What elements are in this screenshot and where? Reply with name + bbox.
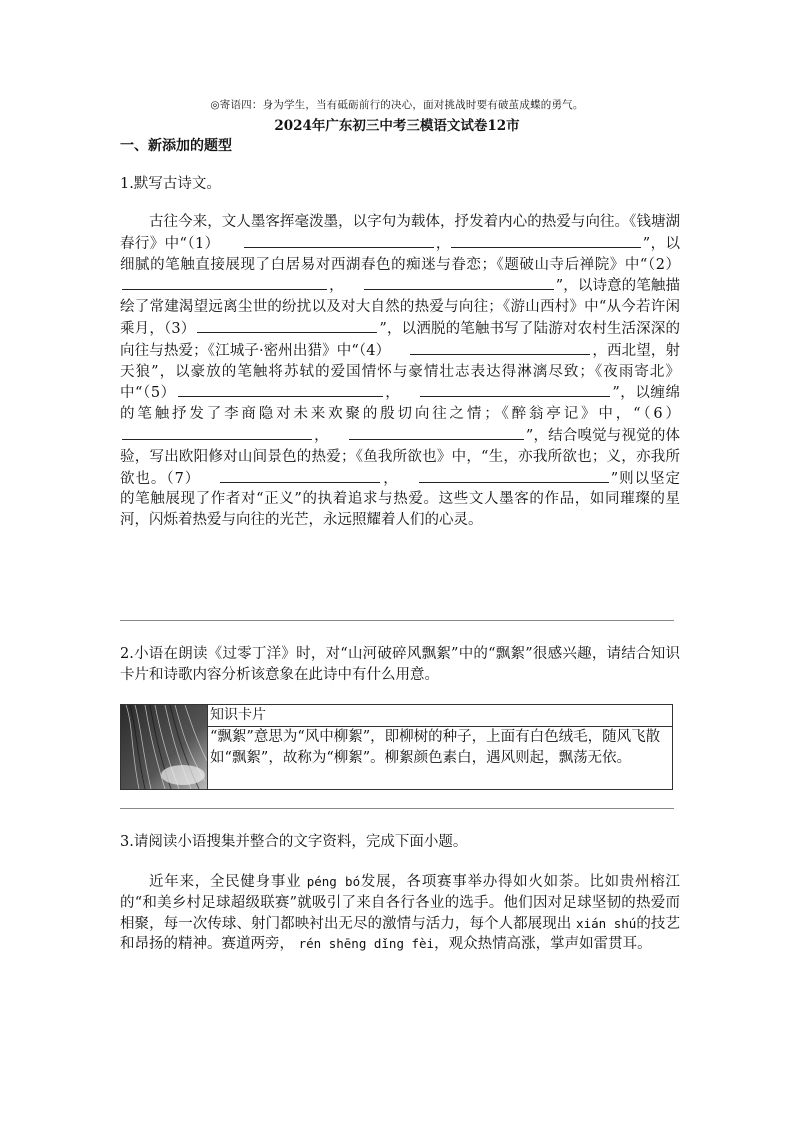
divider bbox=[120, 620, 674, 621]
q1-text: ”，以缠绵的笔触抒发了李商隐对未来欢聚的殷切向往之情；《醉翁亭记》中，“（6） bbox=[120, 385, 680, 423]
answer-blank-7a[interactable] bbox=[220, 468, 380, 483]
q1-text: ，西北望，射天狼”，以豪放的笔触将苏轼的爱国情怀与豪情壮志表达得淋漓尽致；《夜雨寄北》中“（5） bbox=[120, 342, 681, 402]
q1-text: ”，以洒脱的笔触书写了陆游对农村生活深深的向往与热爱；《江城子·密州出猎》中“（4） bbox=[120, 320, 680, 359]
answer-blank-3[interactable] bbox=[197, 318, 377, 333]
q2-heading bbox=[120, 644, 680, 686]
q1-passage bbox=[120, 212, 680, 531]
card-title: 知识卡片 bbox=[208, 705, 672, 727]
answer-blank-2a[interactable] bbox=[122, 275, 327, 290]
q1-text: 古往今来，文人墨客挥毫泼墨，以字句为载体，抒发着内心的热爱与向往。《钱塘湖春行》中“（1） bbox=[120, 214, 680, 252]
q3-text: 的技艺和昂扬的精神。赛道两旁， bbox=[120, 915, 680, 953]
q1-heading: 1.默写古诗文。 bbox=[120, 176, 221, 192]
knowledge-card bbox=[120, 704, 673, 790]
q3-heading: 3.请阅读小语搜集并整合的文字资料，完成下面小题。 bbox=[120, 834, 468, 850]
willow-image bbox=[121, 705, 207, 789]
answer-blank-5b[interactable] bbox=[420, 382, 610, 397]
q1-text: ”，以细腻的笔触直接展现了白居易对西湖春色的痴迷与眷恋；《题破山寺后禅院》中“（2） bbox=[120, 235, 680, 273]
pinyin: rén shēng dǐng fèi bbox=[298, 936, 435, 952]
q3-text: ，观众热情高涨，掌声如雷贯耳。 bbox=[434, 936, 652, 953]
pinyin: xián shú bbox=[576, 915, 637, 931]
q1-text: ， bbox=[435, 235, 451, 252]
divider bbox=[120, 808, 674, 809]
q1-text: ”则以坚定的笔触展现了作者对“正义”的执着追求与热爱。这些文人墨客的作品，如同璀璨的星河，闪烁着热爱与向往的光芒，永远照耀着人们的心灵。 bbox=[120, 470, 680, 529]
answer-blank-6a[interactable] bbox=[122, 425, 312, 440]
answer-blank-7b[interactable] bbox=[419, 468, 609, 483]
answer-blank-1b[interactable] bbox=[451, 233, 641, 248]
q1-text: ”，以诗意的笔触描绘了常建渴望远离尘世的纷扰以及对大自然的热爱与向往；《游山西村》中“从今若许闲乘月，（3） bbox=[120, 278, 680, 337]
motto: ◎寄语四：身为学生，当有砥砺前行的决心，面对挑战时要有破茧成蝶的勇气。 bbox=[210, 99, 584, 111]
answer-blank-5a[interactable] bbox=[178, 382, 383, 397]
answer-blank-6b[interactable] bbox=[349, 425, 524, 440]
q1-text: ， bbox=[329, 278, 344, 295]
card-body bbox=[208, 705, 672, 789]
answer-blank-4[interactable] bbox=[410, 340, 590, 355]
page-title: 2024年广东初三中考三模语文试卷12市 bbox=[274, 118, 520, 134]
card-text: “飘絮”意思为“风中柳絮”，即柳树的种子，上面有白色绒毛，随风飞散如“飘絮”，故称为“柳絮”。柳絮颜色素白，遇风则起，飘荡无依。 bbox=[210, 729, 661, 766]
pinyin: péng bó bbox=[306, 874, 361, 889]
answer-blank-2b[interactable] bbox=[364, 275, 554, 290]
q3-passage bbox=[120, 872, 680, 955]
q3-text: 近年来，全民健身事业 bbox=[149, 874, 302, 890]
willow-photo-icon bbox=[121, 705, 208, 789]
q1-text: ， bbox=[382, 470, 399, 487]
q1-text: ”，结合嗅觉与视觉的体验，写出欧阳修对山间景色的热爱；《鱼我所欲也》中，“生，亦我所欲也；义，亦我所欲也。（7） bbox=[120, 427, 681, 487]
answer-blank-1a[interactable] bbox=[244, 233, 434, 248]
q2-text: 2.小语在朗读《过零丁洋》时，对“山河破碎风飘絮”中的“飘絮”很感兴趣，请结合知识卡片和诗歌内容分析该意象在此诗中有什么用意。 bbox=[120, 646, 680, 683]
section-heading: 一、新添加的题型 bbox=[120, 138, 232, 154]
q1-text: ， bbox=[314, 427, 329, 444]
q3-text: 发展，各项赛事举办得如火如荼。比如贵州榕江的“和美乡村足球超级联赛”就吸引了来自各行各业的选手。他们因对足球坚韧的热爱而相聚，每一次传球、射门都映衬出无尽的激情与活力，每个人都展现出 bbox=[120, 874, 681, 932]
q1-text: ， bbox=[384, 385, 401, 402]
